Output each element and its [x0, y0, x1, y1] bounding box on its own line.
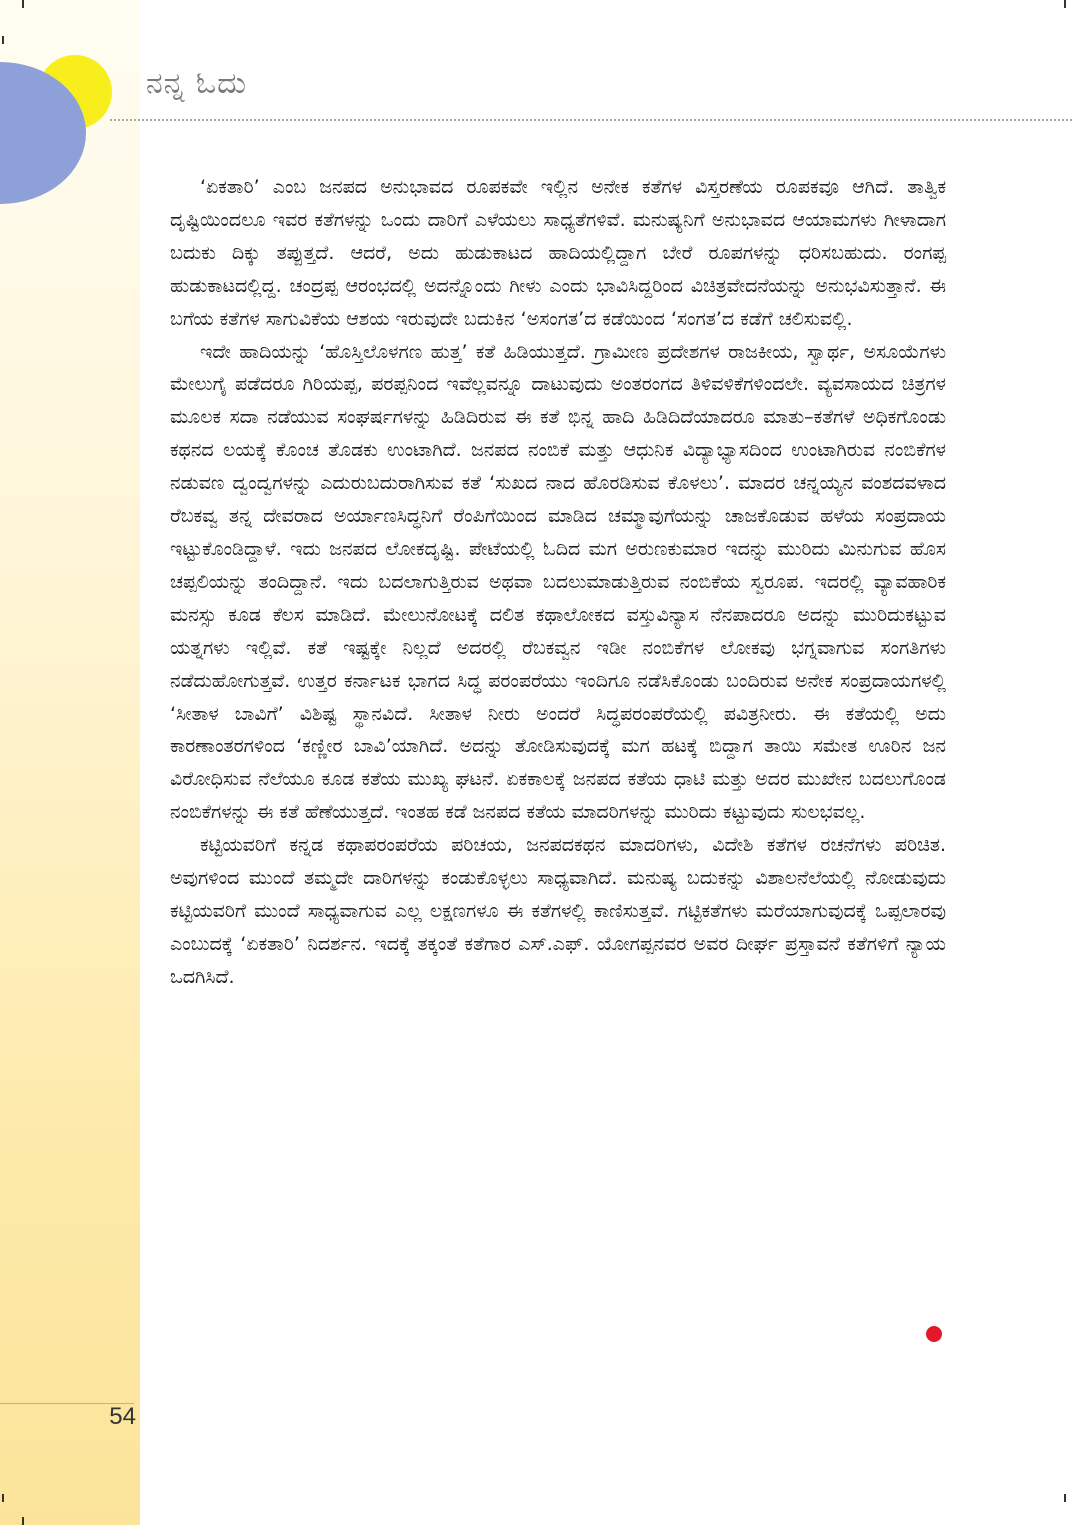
paragraph: ಇದೇ ಹಾದಿಯನ್ನು ‘ಹೊಸ್ತಿಲೊಳಗಣ ಹುತ್ತ’ ಕತೆ ಹಿಡಿಯುತ್ತದೆ. ಗ್ರಾಮೀಣ ಪ್ರದೇಶಗಳ ರಾಜಕೀಯ, ಸ್ವಾರ್ಥ, ಅಸೂಯೆಗಳು ಮೇಲುಗೈ ಪಡೆದರೂ ಗಿರಿಯಪ್ಪ, ಪರಪ್ಪನಿಂದ ಇವೆಲ್ಲವನ್ನೂ ದಾಟುವುದು ಅಂತರಂಗದ ತಿಳಿವಳಿಕೆಗಳಿಂದಲೇ. ವ್ಯವಸಾಯದ ಚಿತ್ರಗಳ ಮೂಲಕ ಸದಾ ನಡೆಯುವ ಸಂಘರ್ಷಗಳನ್ನು ಹಿಡಿದಿರುವ ಈ ಕತೆ ಭಿನ್ನ ಹಾದಿ ಹಿಡಿದಿದೆಯಾದರೂ ಮಾತು–ಕತೆಗಳೆ ಅಧಿಕಗೊಂಡು ಕಥನದ ಲಯಕ್ಕೆ ಕೊಂಚ ತೊಡಕು ಉಂಟಾಗಿದೆ. ಜನಪದ ನಂಬಿಕೆ ಮತ್ತು ಆಧುನಿಕ ವಿದ್ಯಾಭ್ಯಾಸದಿಂದ ಉಂಟಾಗಿರುವ ನಂಬಿಕೆಗಳ ನಡುವಣ ದ್ವಂದ್ವಗಳನ್ನು ಎದುರುಬದುರಾಗಿಸುವ ಕತೆ ‘ಸುಖದ ನಾದ ಹೊರಡಿಸುವ ಕೊಳಲು’. ಮಾದರ ಚನ್ನಯ್ಯನ ವಂಶದವಳಾದ ರೆಬಕವ್ವ ತನ್ನ ದೇವರಾದ ಅರ್ಯಾಣಸಿದ್ಧನಿಗೆ ರೆಂಪಿಗೆಯಿಂದ ಮಾಡಿದ ಚಮ್ಮಾವುಗೆಯನ್ನು ಚಾಜಕೊಡುವ ಹಳೆಯ ಸಂಪ್ರದಾಯ ಇಟ್ಟುಕೊಂಡಿದ್ದಾಳೆ. ಇದು ಜನಪದ ಲೋಕದೃಷ್ಟಿ. ಪೇಟೆಯಲ್ಲಿ ಓದಿದ ಮಗ ಅರುಣಕುಮಾರ ಇದನ್ನು ಮುರಿದು ಮಿನುಗುವ ಹೊಸ ಚಪ್ಪಲಿಯನ್ನು ತಂದಿದ್ದಾನೆ. ಇದು ಬದಲಾಗುತ್ತಿರುವ ಅಥವಾ ಬದಲುಮಾಡುತ್ತಿರುವ ನಂಬಿಕೆಯ ಸ್ವರೂಪ. ಇದರಲ್ಲಿ ವ್ಯಾವಹಾರಿಕ ಮನಸ್ಸು ಕೂಡ ಕೆಲಸ ಮಾಡಿದೆ. ಮೇಲುನೋಟಕ್ಕೆ ದಲಿತ ಕಥಾಲೋಕದ ವಸ್ತುವಿನ್ಯಾಸ ನೆನಪಾದರೂ ಅದನ್ನು ಮುರಿದುಕಟ್ಟುವ ಯತ್ನಗಳು ಇಲ್ಲಿವೆ. ಕತೆ ಇಷ್ಟಕ್ಕೇ ನಿಲ್ಲದೆ ಅದರಲ್ಲಿ ರೆಬಕವ್ವನ ಇಡೀ ನಂಬಿಕೆಗಳ ಲೋಕವು ಭಗ್ನವಾಗುವ ಸಂಗತಿಗಳು ನಡೆದುಹೋಗುತ್ತವೆ. ಉತ್ತರ ಕರ್ನಾಟಕ ಭಾಗದ ಸಿದ್ಧ ಪರಂಪರೆಯು ಇಂದಿಗೂ ನಡೆಸಿಕೊಂಡು ಬಂದಿರುವ ಅನೇಕ ಸಂಪ್ರದಾಯಗಳಲ್ಲಿ ‘ಸೀತಾಳ ಬಾವಿಗೆ’ ವಿಶಿಷ್ಟ ಸ್ಥಾನವಿದೆ. ಸೀತಾಳ ನೀರು ಅಂದರೆ ಸಿದ್ಧಪರಂಪರೆಯಲ್ಲಿ ಪವಿತ್ರನೀರು. ಈ ಕತೆಯಲ್ಲಿ ಅದು ಕಾರಣಾಂತರಗಳಿಂದ ‘ಕಣ್ಣೀರ ಬಾವಿ’ಯಾಗಿದೆ. ಅದನ್ನು ತೋಡಿಸುವುದಕ್ಕೆ ಮಗ ಹಟಕ್ಕೆ ಬಿದ್ದಾಗ ತಾಯಿ ಸಮೇತ ಊರಿನ ಜನ ವಿರೋಧಿಸುವ ನೆಲೆಯೂ ಕೂಡ ಕತೆಯ ಮುಖ್ಯ ಘಟನೆ. ಏಕಕಾಲಕ್ಕೆ ಜನಪದ ಕತೆಯ ಧಾಟಿ ಮತ್ತು ಅದರ ಮುಖೇನ ಬದಲುಗೊಂಡ ನಂಬಿಕೆಗಳನ್ನು ಈ ಕತೆ ಹೆಣೆಯುತ್ತದೆ. ಇಂತಹ ಕಡೆ ಜನಪದ ಕತೆಯ ಮಾದರಿಗಳನ್ನು ಮುರಿದು ಕಟ್ಟುವುದು ಸುಲಭವಲ್ಲ. [170, 340, 946, 824]
paragraph: ಕಟ್ಟಿಯವರಿಗೆ ಕನ್ನಡ ಕಥಾಪರಂಪರೆಯ ಪರಿಚಯ, ಜನಪದಕಥನ ಮಾದರಿಗಳು, ವಿದೇಶಿ ಕತೆಗಳ ರಚನೆಗಳು ಪರಿಚಿತ. ಅವುಗಳಿಂದ ಮುಂದೆ ತಮ್ಮದೇ ದಾರಿಗಳನ್ನು ಕಂಡುಕೊಳ್ಳಲು ಸಾಧ್ಯವಾಗಿದೆ. ಮನುಷ್ಯ ಬದುಕನ್ನು ವಿಶಾಲನೆಲೆಯಲ್ಲಿ ನೋಡುವುದು ಕಟ್ಟಿಯವರಿಗೆ ಮುಂದೆ ಸಾಧ್ಯವಾಗುವ ಎಲ್ಲ ಲಕ್ಷಣಗಳೂ ಈ ಕತೆಗಳಲ್ಲಿ ಕಾಣಿಸುತ್ತವೆ. ಗಟ್ಟಿಕತೆಗಳು ಮರೆಯಾಗುವುದಕ್ಕೆ ಒಪ್ಪಲಾರವು ಎಂಬುದಕ್ಕೆ ‘ಏಕತಾರಿ’ ನಿದರ್ಶನ. ಇದಕ್ಕೆ ತಕ್ಕಂತೆ ಕತೆಗಾರ ಎಸ್.ಎಫ್. ಯೋಗಪ್ಪನವರ ಅವರ ದೀರ್ಘ ಪ್ರಸ್ತಾವನೆ ಕತೆಗಳಿಗೆ ನ್ಯಾಯ ಒದಗಿಸಿದೆ. [170, 834, 946, 988]
crop-mark [1064, 1494, 1066, 1502]
header-dotted-divider [110, 119, 1072, 121]
page-number: 54 [109, 1403, 136, 1430]
crop-mark [22, 0, 24, 8]
crop-mark [2, 1494, 4, 1502]
crop-mark [2, 36, 4, 44]
paragraph: ‘ಏಕತಾರಿ’ ಎಂಬ ಜನಪದ ಅನುಭಾವದ ರೂಪಕವೇ ಇಲ್ಲಿನ ಅನೇಕ ಕತೆಗಳ ವಿಸ್ತರಣೆಯ ರೂಪಕವೂ ಆಗಿದೆ. ತಾತ್ವಿಕ ದೃಷ್ಟಿಯಿಂದಲೂ ಇವರ ಕತೆಗಳನ್ನು ಒಂದು ದಾರಿಗೆ ಎಳೆಯಲು ಸಾಧ್ಯತೆಗಳಿವೆ. ಮನುಷ್ಯನಿಗೆ ಅನುಭಾವದ ಆಯಾಮಗಳು ಗೀಳಾದಾಗ ಬದುಕು ದಿಕ್ಕು ತಪ್ಪುತ್ತದೆ. ಆದರೆ, ಅದು ಹುಡುಕಾಟದ ಹಾದಿಯಲ್ಲಿದ್ದಾಗ ಬೇರೆ ರೂಪಗಳನ್ನು ಧರಿಸಬಹುದು. ರಂಗಪ್ಪ ಹುಡುಕಾಟದಲ್ಲಿದ್ದ. ಚಂದ್ರಪ್ಪ ಆರಂಭದಲ್ಲಿ ಅದನ್ನೊಂದು ಗೀಳು ಎಂದು ಭಾವಿಸಿದ್ದರಿಂದ ವಿಚಿತ್ರವೇದನೆಯನ್ನು ಅನುಭವಿಸುತ್ತಾನೆ. ಈ ಬಗೆಯ ಕತೆಗಳ ಸಾಗುವಿಕೆಯ ಆಶಯ ಇರುವುದೇ ಬದುಕಿನ ‘ಅಸಂಗತ’ದ ಕಡೆಯಿಂದ ‘ಸಂಗತ’ದ ಕಡೆಗೆ ಚಲಿಸುವಲ್ಲಿ. [170, 176, 946, 330]
side-margin-band [0, 0, 140, 1525]
end-of-article-dot-icon [926, 1326, 942, 1342]
crop-mark [22, 1517, 24, 1525]
article-body [170, 171, 946, 994]
section-title: ನನ್ನ ಓದು [146, 66, 248, 101]
crop-mark [1064, 0, 1066, 8]
